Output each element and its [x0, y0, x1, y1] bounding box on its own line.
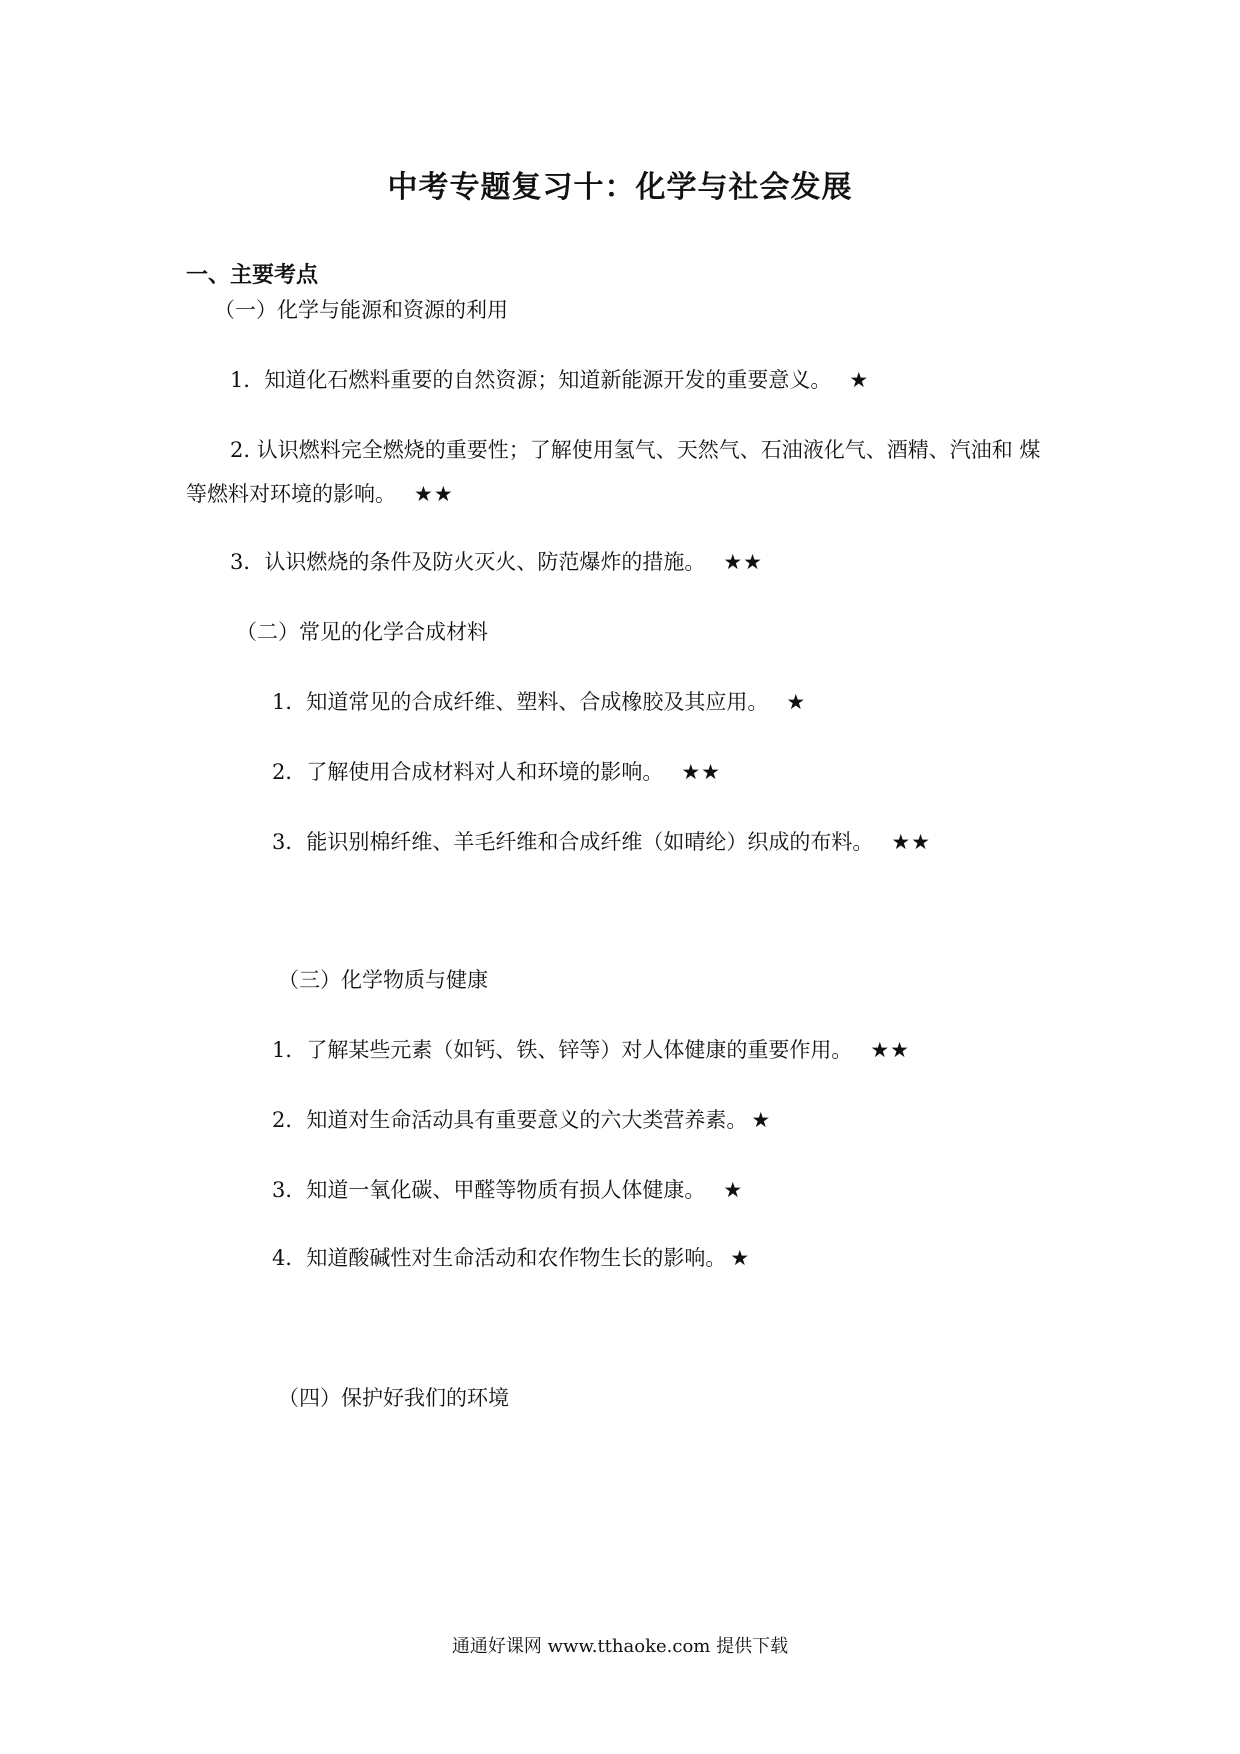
list-item-continuation	[186, 480, 454, 508]
page-footer: 通通好课网 www.tthaoke.com 提供下载	[451, 1636, 789, 1657]
list-item	[230, 548, 763, 576]
star-rating: ★★	[723, 550, 764, 574]
document-title: 中考专题复习十：化学与社会发展	[387, 170, 853, 205]
subsection-heading-3: （三）化学物质与健康	[278, 968, 488, 992]
list-item	[272, 758, 721, 786]
item-text: 2．知道对生命活动具有重要意义的六大类营养素。	[272, 1108, 748, 1132]
item-text: 2. 认识燃料完全燃烧的重要性；了解使用氢气、天然气、石油液化气、酒精、汽油和 煤	[230, 438, 1041, 462]
star-rating: ★★	[870, 1038, 911, 1062]
star-rating: ★★	[414, 482, 454, 506]
subsection-heading-1: （一）化学与能源和资源的利用	[214, 298, 508, 322]
section-heading: 一、主要考点	[186, 263, 319, 288]
star-rating: ★★	[681, 760, 722, 784]
star-rating: ★	[751, 1108, 772, 1132]
star-rating: ★	[723, 1178, 744, 1202]
item-text: 3．认识燃烧的条件及防火灭火、防范爆炸的措施。	[230, 550, 706, 574]
subsection-heading-2: （二）常见的化学合成材料	[236, 620, 488, 644]
star-rating: ★	[730, 1246, 751, 1270]
item-text: 4．知道酸碱性对生命活动和农作物生长的影响。	[272, 1246, 727, 1270]
item-text: 等燃料对环境的影响。	[186, 482, 396, 506]
item-text: 3．知道一氧化碳、甲醛等物质有损人体健康。	[272, 1178, 706, 1202]
star-rating: ★	[786, 690, 807, 714]
item-text: 3．能识别棉纤维、羊毛纤维和合成纤维（如晴纶）织成的布料。	[272, 830, 874, 854]
list-item	[272, 1244, 750, 1272]
list-item	[230, 366, 869, 394]
list-item	[272, 1036, 910, 1064]
item-text: 2．了解使用合成材料对人和环境的影响。	[272, 760, 664, 784]
list-item	[272, 1176, 743, 1204]
list-item	[272, 1106, 771, 1134]
subsection-heading-4: （四）保护好我们的环境	[278, 1386, 509, 1410]
item-text: 1．了解某些元素（如钙、铁、锌等）对人体健康的重要作用。	[272, 1038, 853, 1062]
list-item	[230, 436, 1040, 464]
list-item	[272, 828, 931, 856]
star-rating: ★	[849, 368, 870, 392]
list-item	[272, 688, 806, 716]
item-text: 1．知道常见的合成纤维、塑料、合成橡胶及其应用。	[272, 690, 769, 714]
item-text: 1．知道化石燃料重要的自然资源；知道新能源开发的重要意义。	[230, 368, 832, 392]
star-rating: ★★	[891, 830, 932, 854]
